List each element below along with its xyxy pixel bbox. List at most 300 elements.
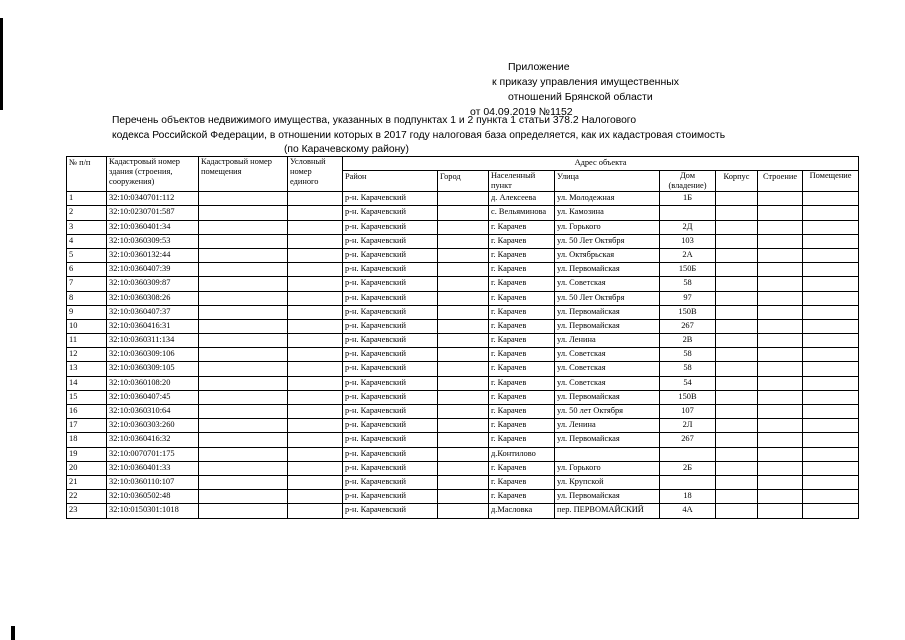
korpus-cell — [716, 490, 758, 504]
room-cell — [803, 447, 859, 461]
city-cell — [438, 305, 489, 319]
settlement-cell: г. Карачев — [489, 475, 555, 489]
appendix-line-2: к приказу управления имущественных — [492, 76, 680, 88]
cadastral-room-number-cell — [199, 192, 288, 206]
house-number-cell: 107 — [660, 405, 716, 419]
conditional-number-cell — [288, 433, 343, 447]
row-number-cell: 6 — [67, 263, 107, 277]
header-num: № п/п — [67, 157, 107, 192]
cadastral-building-number-cell: 32:10:0360303:260 — [107, 419, 199, 433]
korpus-cell — [716, 419, 758, 433]
table-row — [67, 405, 859, 419]
district-cell: р-н. Карачевский — [343, 504, 438, 518]
header-conditional-number: Условный номер единого — [288, 157, 343, 192]
korpus-cell — [716, 390, 758, 404]
house-number-cell: 150В — [660, 390, 716, 404]
conditional-number-cell — [288, 319, 343, 333]
korpus-cell — [716, 348, 758, 362]
street-cell: ул. Первомайская — [555, 390, 660, 404]
cadastral-room-number-cell — [199, 376, 288, 390]
street-cell: ул. Крупской — [555, 475, 660, 489]
cadastral-room-number-cell — [199, 390, 288, 404]
stroenie-cell — [758, 348, 803, 362]
district-cell: р-н. Карачевский — [343, 206, 438, 220]
stroenie-cell — [758, 319, 803, 333]
street-cell: ул. Советская — [555, 277, 660, 291]
korpus-cell — [716, 319, 758, 333]
district-cell: р-н. Карачевский — [343, 263, 438, 277]
header-room: Помещение — [803, 171, 859, 192]
district-cell: р-н. Карачевский — [343, 305, 438, 319]
conditional-number-cell — [288, 376, 343, 390]
conditional-number-cell — [288, 419, 343, 433]
city-cell — [438, 334, 489, 348]
room-cell — [803, 475, 859, 489]
korpus-cell — [716, 362, 758, 376]
table-row — [67, 277, 859, 291]
cadastral-room-number-cell — [199, 447, 288, 461]
room-cell — [803, 192, 859, 206]
house-number-cell: 2В — [660, 334, 716, 348]
row-number-cell: 11 — [67, 334, 107, 348]
city-cell — [438, 405, 489, 419]
settlement-cell: г. Карачев — [489, 362, 555, 376]
settlement-cell: г. Карачев — [489, 319, 555, 333]
room-cell — [803, 319, 859, 333]
header-street: Улица — [555, 171, 660, 192]
row-number-cell: 14 — [67, 376, 107, 390]
header-cad-building: Кадастровый номер здания (строения, сооружения) — [107, 157, 199, 192]
room-cell — [803, 305, 859, 319]
stroenie-cell — [758, 334, 803, 348]
district-cell: р-н. Карачевский — [343, 192, 438, 206]
cadastral-building-number-cell: 32:10:0360132:44 — [107, 248, 199, 262]
conditional-number-cell — [288, 305, 343, 319]
stroenie-cell — [758, 433, 803, 447]
district-cell: р-н. Карачевский — [343, 405, 438, 419]
room-cell — [803, 263, 859, 277]
settlement-cell: д.Масловка — [489, 504, 555, 518]
settlement-cell: г. Карачев — [489, 461, 555, 475]
street-cell: ул. Советская — [555, 348, 660, 362]
korpus-cell — [716, 504, 758, 518]
korpus-cell — [716, 376, 758, 390]
table-row — [67, 192, 859, 206]
house-number-cell: 2Д — [660, 220, 716, 234]
korpus-cell — [716, 461, 758, 475]
table-row — [67, 390, 859, 404]
conditional-number-cell — [288, 192, 343, 206]
row-number-cell: 13 — [67, 362, 107, 376]
stroenie-cell — [758, 419, 803, 433]
house-number-cell: 2А — [660, 248, 716, 262]
cadastral-building-number-cell: 32:10:0360502:48 — [107, 490, 199, 504]
row-number-cell: 2 — [67, 206, 107, 220]
cadastral-room-number-cell — [199, 433, 288, 447]
city-cell — [438, 461, 489, 475]
korpus-cell — [716, 192, 758, 206]
stroenie-cell — [758, 405, 803, 419]
conditional-number-cell — [288, 263, 343, 277]
room-cell — [803, 433, 859, 447]
cadastral-room-number-cell — [199, 206, 288, 220]
district-cell: р-н. Карачевский — [343, 461, 438, 475]
street-cell: ул. Горького — [555, 461, 660, 475]
conditional-number-cell — [288, 277, 343, 291]
house-number-cell: 54 — [660, 376, 716, 390]
street-cell: ул. 50 Лет Октября — [555, 291, 660, 305]
korpus-cell — [716, 291, 758, 305]
header-city: Город — [438, 171, 489, 192]
document-title — [108, 114, 868, 158]
cadastral-building-number-cell: 32:10:0360416:32 — [107, 433, 199, 447]
room-cell — [803, 490, 859, 504]
district-cell: р-н. Карачевский — [343, 220, 438, 234]
table-row — [67, 234, 859, 248]
table-row — [67, 475, 859, 489]
cadastral-building-number-cell: 32:10:0360309:105 — [107, 362, 199, 376]
header-house: Дом (владение) — [660, 171, 716, 192]
korpus-cell — [716, 234, 758, 248]
stroenie-cell — [758, 234, 803, 248]
street-cell: ул. 50 Лет Октября — [555, 234, 660, 248]
property-table — [66, 156, 859, 519]
settlement-cell: д.Контилово — [489, 447, 555, 461]
settlement-cell: г. Карачев — [489, 234, 555, 248]
cadastral-building-number-cell: 32:10:0360110:107 — [107, 475, 199, 489]
district-cell: р-н. Карачевский — [343, 390, 438, 404]
conditional-number-cell — [288, 362, 343, 376]
street-cell: ул. Ленина — [555, 419, 660, 433]
korpus-cell — [716, 447, 758, 461]
korpus-cell — [716, 263, 758, 277]
cadastral-building-number-cell: 32:10:0230701:587 — [107, 206, 199, 220]
row-number-cell: 22 — [67, 490, 107, 504]
title-line-3: (по Карачевскому району) — [284, 144, 409, 155]
conditional-number-cell — [288, 447, 343, 461]
city-cell — [438, 291, 489, 305]
stroenie-cell — [758, 447, 803, 461]
settlement-cell: г. Карачев — [489, 390, 555, 404]
district-cell: р-н. Карачевский — [343, 291, 438, 305]
cadastral-building-number-cell: 32:10:0340701:112 — [107, 192, 199, 206]
conditional-number-cell — [288, 348, 343, 362]
room-cell — [803, 248, 859, 262]
scan-edge-mark-top — [0, 18, 3, 110]
appendix-line-4: от 04.09.2019 №1152 — [470, 106, 573, 118]
table-row — [67, 263, 859, 277]
conditional-number-cell — [288, 390, 343, 404]
street-cell: ул. Горького — [555, 220, 660, 234]
cadastral-building-number-cell: 32:10:0360310:64 — [107, 405, 199, 419]
room-cell — [803, 390, 859, 404]
house-number-cell: 4А — [660, 504, 716, 518]
street-cell: ул. Октябрьская — [555, 248, 660, 262]
settlement-cell: г. Карачев — [489, 277, 555, 291]
cadastral-room-number-cell — [199, 291, 288, 305]
title-line-1: Перечень объектов недвижимого имущества, указанных в подпунктах 1 и 2 пункта 1 статьи 378.2 Налогового — [112, 115, 637, 126]
settlement-cell: г. Карачев — [489, 419, 555, 433]
table-row — [67, 362, 859, 376]
stroenie-cell — [758, 475, 803, 489]
city-cell — [438, 234, 489, 248]
stroenie-cell — [758, 390, 803, 404]
room-cell — [803, 362, 859, 376]
row-number-cell: 4 — [67, 234, 107, 248]
house-number-cell — [660, 447, 716, 461]
settlement-cell: г. Карачев — [489, 291, 555, 305]
district-cell: р-н. Карачевский — [343, 419, 438, 433]
city-cell — [438, 447, 489, 461]
row-number-cell: 5 — [67, 248, 107, 262]
house-number-cell: 103 — [660, 234, 716, 248]
cadastral-room-number-cell — [199, 362, 288, 376]
cadastral-room-number-cell — [199, 305, 288, 319]
street-cell — [555, 447, 660, 461]
house-number-cell: 58 — [660, 362, 716, 376]
cadastral-room-number-cell — [199, 334, 288, 348]
row-number-cell: 16 — [67, 405, 107, 419]
settlement-cell: д. Алексеева — [489, 192, 555, 206]
korpus-cell — [716, 475, 758, 489]
table-row — [67, 461, 859, 475]
street-cell: ул. Первомайская — [555, 433, 660, 447]
cadastral-room-number-cell — [199, 490, 288, 504]
room-cell — [803, 334, 859, 348]
street-cell: пер. ПЕРВОМАЙСКИЙ — [555, 504, 660, 518]
city-cell — [438, 206, 489, 220]
street-cell: ул. Советская — [555, 376, 660, 390]
district-cell: р-н. Карачевский — [343, 277, 438, 291]
header-korpus: Корпус — [716, 171, 758, 192]
house-number-cell: 2Б — [660, 461, 716, 475]
house-number-cell: 97 — [660, 291, 716, 305]
cadastral-room-number-cell — [199, 348, 288, 362]
room-cell — [803, 504, 859, 518]
settlement-cell: г. Карачев — [489, 263, 555, 277]
table-row — [67, 291, 859, 305]
room-cell — [803, 234, 859, 248]
street-cell: ул. Советская — [555, 362, 660, 376]
row-number-cell: 17 — [67, 419, 107, 433]
cadastral-building-number-cell: 32:10:0360407:37 — [107, 305, 199, 319]
row-number-cell: 21 — [67, 475, 107, 489]
city-cell — [438, 490, 489, 504]
table-row — [67, 305, 859, 319]
conditional-number-cell — [288, 206, 343, 220]
house-number-cell: 58 — [660, 348, 716, 362]
stroenie-cell — [758, 263, 803, 277]
cadastral-building-number-cell: 32:10:0360309:53 — [107, 234, 199, 248]
korpus-cell — [716, 433, 758, 447]
city-cell — [438, 248, 489, 262]
cadastral-room-number-cell — [199, 405, 288, 419]
row-number-cell: 1 — [67, 192, 107, 206]
house-number-cell: 150Б — [660, 263, 716, 277]
room-cell — [803, 291, 859, 305]
cadastral-building-number-cell: 32:10:0360308:26 — [107, 291, 199, 305]
stroenie-cell — [758, 461, 803, 475]
city-cell — [438, 319, 489, 333]
city-cell — [438, 433, 489, 447]
header-address: Адрес объекта — [343, 157, 859, 171]
table-row — [67, 433, 859, 447]
cadastral-room-number-cell — [199, 234, 288, 248]
row-number-cell: 8 — [67, 291, 107, 305]
stroenie-cell — [758, 248, 803, 262]
settlement-cell: г. Карачев — [489, 405, 555, 419]
stroenie-cell — [758, 504, 803, 518]
street-cell: ул. Первомайская — [555, 263, 660, 277]
stroenie-cell — [758, 362, 803, 376]
room-cell — [803, 348, 859, 362]
room-cell — [803, 419, 859, 433]
stroenie-cell — [758, 490, 803, 504]
house-number-cell: 58 — [660, 277, 716, 291]
room-cell — [803, 461, 859, 475]
conditional-number-cell — [288, 475, 343, 489]
title-line-2: кодекса Российской Федерации, в отношении которых в 2017 году налоговая база определяется, как их кадастровая стоимость — [112, 129, 726, 141]
district-cell: р-н. Карачевский — [343, 490, 438, 504]
header-settlement: Населенный пункт — [489, 171, 555, 192]
stroenie-cell — [758, 192, 803, 206]
district-cell: р-н. Карачевский — [343, 248, 438, 262]
settlement-cell: с. Вельяминова — [489, 206, 555, 220]
table-row — [67, 419, 859, 433]
settlement-cell: г. Карачев — [489, 334, 555, 348]
cadastral-building-number-cell: 32:10:0360108:20 — [107, 376, 199, 390]
scan-edge-mark-bottom — [11, 626, 15, 640]
korpus-cell — [716, 248, 758, 262]
house-number-cell: 2Л — [660, 419, 716, 433]
table-row — [67, 248, 859, 262]
table-row — [67, 490, 859, 504]
cadastral-building-number-cell: 32:10:0070701:175 — [107, 447, 199, 461]
table-row — [67, 504, 859, 518]
street-cell: ул. Молодежная — [555, 192, 660, 206]
stroenie-cell — [758, 376, 803, 390]
district-cell: р-н. Карачевский — [343, 334, 438, 348]
room-cell — [803, 220, 859, 234]
city-cell — [438, 220, 489, 234]
row-number-cell: 7 — [67, 277, 107, 291]
street-cell: ул. Первомайская — [555, 319, 660, 333]
district-cell: р-н. Карачевский — [343, 475, 438, 489]
header-district: Район — [343, 171, 438, 192]
korpus-cell — [716, 220, 758, 234]
district-cell: р-н. Карачевский — [343, 348, 438, 362]
cadastral-room-number-cell — [199, 319, 288, 333]
conditional-number-cell — [288, 291, 343, 305]
cadastral-building-number-cell: 32:10:0360407:45 — [107, 390, 199, 404]
cadastral-building-number-cell: 32:10:0360309:87 — [107, 277, 199, 291]
conditional-number-cell — [288, 504, 343, 518]
cadastral-building-number-cell: 32:10:0360416:31 — [107, 319, 199, 333]
conditional-number-cell — [288, 461, 343, 475]
city-cell — [438, 504, 489, 518]
room-cell — [803, 405, 859, 419]
conditional-number-cell — [288, 248, 343, 262]
settlement-cell: г. Карачев — [489, 305, 555, 319]
korpus-cell — [716, 305, 758, 319]
korpus-cell — [716, 277, 758, 291]
house-number-cell: 18 — [660, 490, 716, 504]
stroenie-cell — [758, 291, 803, 305]
city-cell — [438, 376, 489, 390]
district-cell: р-н. Карачевский — [343, 362, 438, 376]
settlement-cell: г. Карачев — [489, 490, 555, 504]
cadastral-room-number-cell — [199, 419, 288, 433]
settlement-cell: г. Карачев — [489, 376, 555, 390]
district-cell: р-н. Карачевский — [343, 376, 438, 390]
conditional-number-cell — [288, 334, 343, 348]
house-number-cell: 267 — [660, 433, 716, 447]
header-cad-room: Кадастровый номер помещения — [199, 157, 288, 192]
city-cell — [438, 277, 489, 291]
room-cell — [803, 376, 859, 390]
appendix-header — [470, 60, 770, 120]
stroenie-cell — [758, 277, 803, 291]
district-cell: р-н. Карачевский — [343, 234, 438, 248]
cadastral-room-number-cell — [199, 220, 288, 234]
cadastral-room-number-cell — [199, 277, 288, 291]
street-cell: ул. Первомайская — [555, 305, 660, 319]
district-cell: р-н. Карачевский — [343, 433, 438, 447]
house-number-cell: 267 — [660, 319, 716, 333]
city-cell — [438, 192, 489, 206]
row-number-cell: 20 — [67, 461, 107, 475]
cadastral-building-number-cell: 32:10:0150301:1018 — [107, 504, 199, 518]
city-cell — [438, 263, 489, 277]
city-cell — [438, 419, 489, 433]
cadastral-room-number-cell — [199, 461, 288, 475]
row-number-cell: 12 — [67, 348, 107, 362]
house-number-cell: 150В — [660, 305, 716, 319]
table-row — [67, 206, 859, 220]
city-cell — [438, 348, 489, 362]
appendix-line-1: Приложение — [508, 61, 570, 73]
row-number-cell: 23 — [67, 504, 107, 518]
cadastral-building-number-cell: 32:10:0360401:34 — [107, 220, 199, 234]
conditional-number-cell — [288, 234, 343, 248]
korpus-cell — [716, 334, 758, 348]
conditional-number-cell — [288, 220, 343, 234]
house-number-cell — [660, 206, 716, 220]
stroenie-cell — [758, 206, 803, 220]
table-row — [67, 376, 859, 390]
korpus-cell — [716, 405, 758, 419]
row-number-cell: 10 — [67, 319, 107, 333]
city-cell — [438, 390, 489, 404]
stroenie-cell — [758, 220, 803, 234]
district-cell: р-н. Карачевский — [343, 319, 438, 333]
street-cell: ул. Камозина — [555, 206, 660, 220]
stroenie-cell — [758, 305, 803, 319]
row-number-cell: 19 — [67, 447, 107, 461]
table-row — [67, 319, 859, 333]
settlement-cell: г. Карачев — [489, 248, 555, 262]
table-row — [67, 348, 859, 362]
cadastral-building-number-cell: 32:10:0360311:134 — [107, 334, 199, 348]
row-number-cell: 18 — [67, 433, 107, 447]
cadastral-building-number-cell: 32:10:0360309:106 — [107, 348, 199, 362]
house-number-cell: 1Б — [660, 192, 716, 206]
cadastral-room-number-cell — [199, 263, 288, 277]
settlement-cell: г. Карачев — [489, 348, 555, 362]
appendix-line-3: отношений Брянской области — [508, 91, 653, 103]
street-cell: ул. Ленина — [555, 334, 660, 348]
korpus-cell — [716, 206, 758, 220]
